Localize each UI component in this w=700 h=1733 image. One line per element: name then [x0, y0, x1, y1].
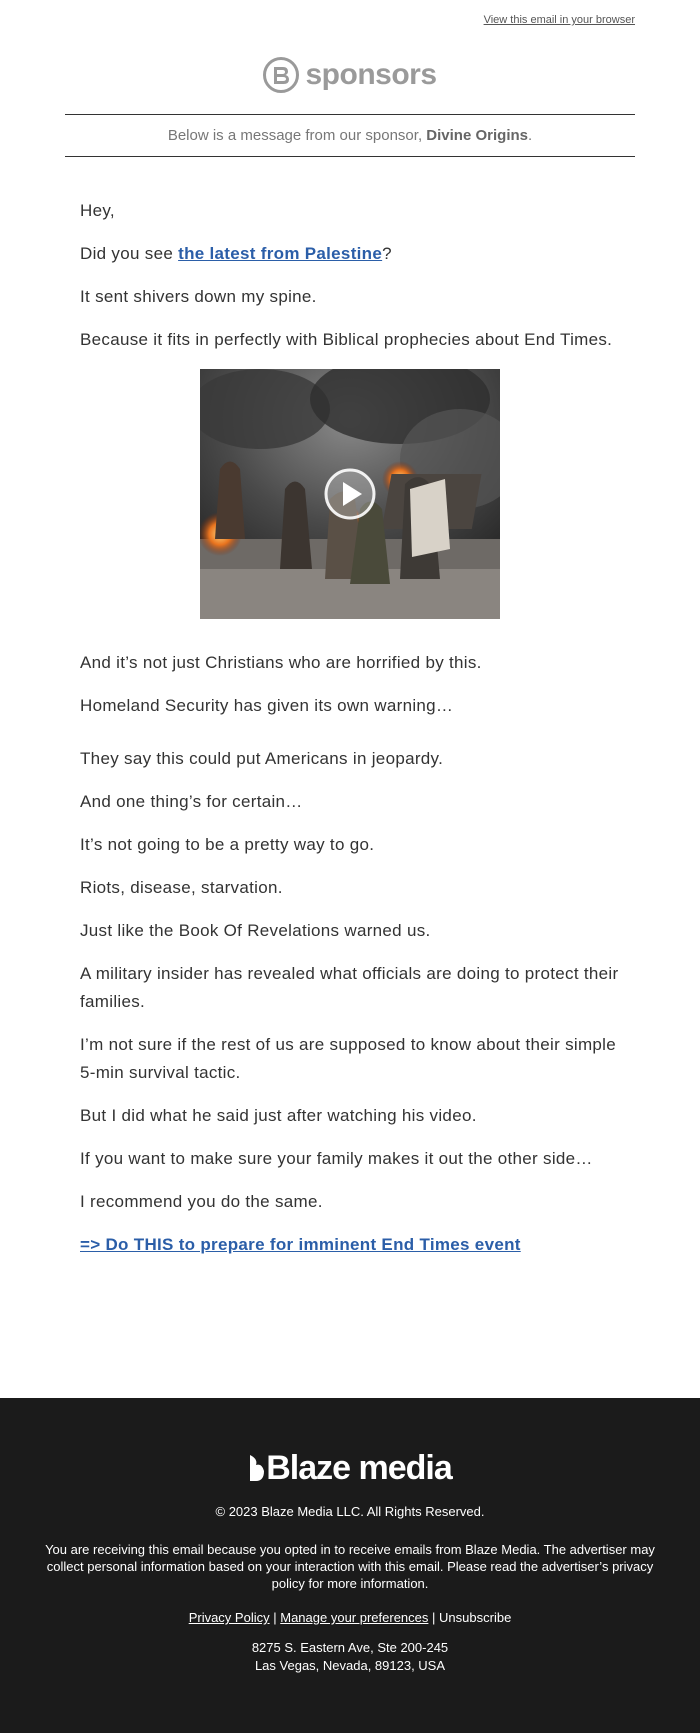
- sponsor-notice: [65, 114, 635, 157]
- paragraph-8: It’s not going to be a pretty way to go.: [80, 835, 375, 854]
- paragraph-6: They say this could put Americans in jeopardy.: [80, 749, 444, 768]
- paragraph-9: Riots, disease, starvation.: [80, 878, 283, 897]
- link-separator: |: [432, 1610, 436, 1625]
- email-body: [0, 157, 700, 1259]
- footer: [0, 1398, 700, 1733]
- paragraph-3: Because it fits in perfectly with Biblical prophecies about End Times.: [80, 330, 613, 349]
- paragraph-5: Homeland Security has given its own warning…: [80, 696, 454, 715]
- paragraph-1-post: ?: [382, 244, 392, 263]
- video-image: [200, 369, 500, 619]
- paragraph-4: And it’s not just Christians who are horrified by this.: [80, 653, 482, 672]
- paragraph-1: [80, 240, 620, 268]
- privacy-policy-link[interactable]: Privacy Policy: [188, 1610, 270, 1625]
- copyright: © 2023 Blaze Media LLC. All Rights Reserved.: [215, 1504, 485, 1519]
- address: [0, 1639, 700, 1675]
- blaze-flame-icon: [248, 1453, 266, 1483]
- paragraph-2: It sent shivers down my spine.: [80, 287, 317, 306]
- blaze-media-logo-text: Blaze media: [266, 1448, 452, 1487]
- unsubscribe-link[interactable]: Unsubscribe: [439, 1610, 512, 1625]
- end-times-cta-link[interactable]: => Do THIS to prepare for imminent End Times event: [80, 1235, 521, 1254]
- blaze-media-logo: [0, 1448, 700, 1488]
- sponsors-logo: [0, 40, 700, 110]
- top-bar: [0, 0, 700, 40]
- paragraph-7: And one thing’s for certain…: [80, 792, 303, 811]
- palestine-link[interactable]: the latest from Palestine: [178, 244, 383, 263]
- paragraph-1-pre: Did you see: [80, 244, 179, 263]
- address-line-1: 8275 S. Eastern Ave, Ste 200-245: [251, 1640, 449, 1655]
- sponsor-intro: Below is a message from our sponsor,: [167, 127, 423, 144]
- paragraph-15: I recommend you do the same.: [80, 1192, 323, 1211]
- disclaimer: You are receiving this email because you opted in to receive emails from Blaze Media. The advertiser may collect personal information based on your interaction with this email. Please read the advertiser’s privacy policy for more information.: [45, 1542, 655, 1591]
- paragraph-13: But I did what he said just after watching his video.: [80, 1106, 477, 1125]
- sponsor-name: Divine Origins: [426, 127, 528, 144]
- sponsors-logo-text: sponsors: [305, 58, 437, 91]
- paragraph-10: Just like the Book Of Revelations warned us.: [80, 921, 431, 940]
- sponsors-logo-icon: [263, 57, 299, 93]
- footer-links: [0, 1610, 700, 1625]
- manage-preferences-link[interactable]: Manage your preferences: [280, 1610, 429, 1625]
- greeting: Hey,: [80, 201, 115, 220]
- paragraph-12: I’m not sure if the rest of us are supposed to know about their simple 5-min survival tactic.: [80, 1035, 616, 1082]
- paragraph-14: If you want to make sure your family makes it out the other side…: [80, 1149, 593, 1168]
- sponsor-end: .: [528, 127, 533, 144]
- paragraph-11: A military insider has revealed what officials are doing to protect their families.: [80, 964, 619, 1011]
- spacer: [80, 735, 620, 745]
- address-line-2: Las Vegas, Nevada, 89123, USA: [254, 1658, 446, 1673]
- video-thumbnail[interactable]: [200, 369, 500, 619]
- view-in-browser-link[interactable]: View this email in your browser: [483, 14, 635, 26]
- cta-paragraph: [80, 1231, 620, 1259]
- link-separator: |: [273, 1610, 277, 1625]
